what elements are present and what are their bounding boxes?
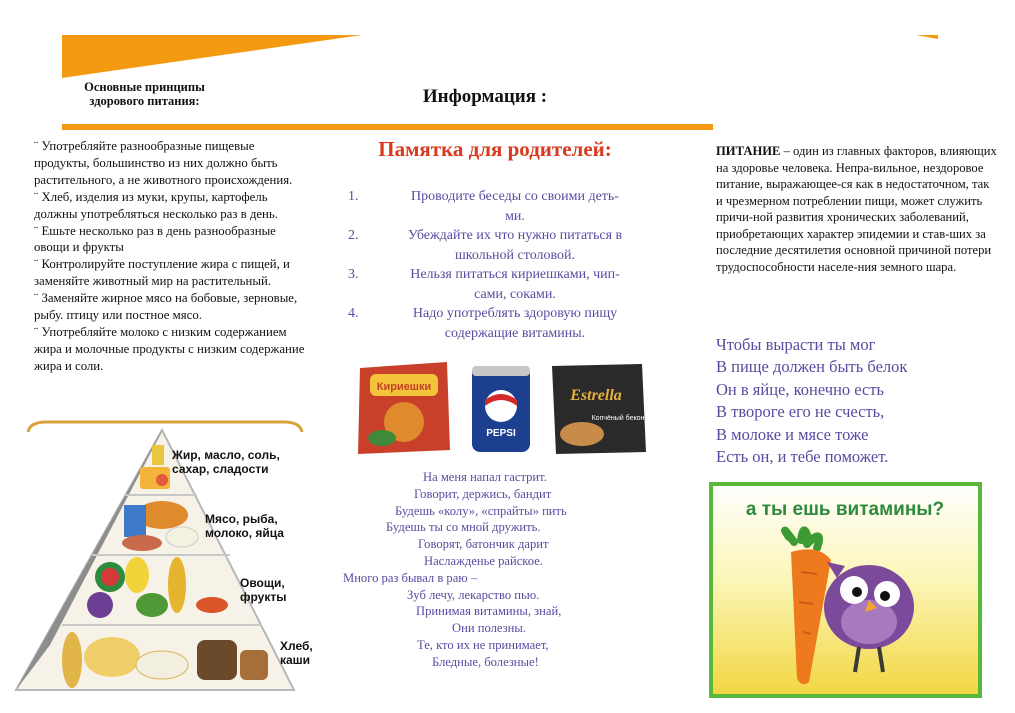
memo-item: 4. Надо употреблять здоровую пищу содержащие витамины. [348,306,618,341]
pyramid-level-fats: Жир, масло, соль, сахар, сладости [172,448,280,476]
pyramid-level-protein: Мясо, рыба, молоко, яйца [205,512,284,540]
poem-line: Зуб лечу, лекарство пью. [407,587,540,602]
header-orange-wedge [62,35,362,78]
poem [340,469,655,671]
poem-line: Говорит, держись, бандит [414,486,552,501]
page-title: Информация : [422,86,548,107]
poem-line: Будешь ты со мной дружить. [386,520,541,535]
principle-item: ¨ Ешьте несколько раз в день разнообразные овощи и фрукты [34,223,276,255]
snack-brand-label: Кириешки [376,381,432,393]
poem-line: Наслажденье райское. [424,553,543,568]
junk-food-products [352,360,652,456]
verse-line: Он в яйце, конечно есть [716,379,885,399]
poem-line: На меня напал гастрит. [423,470,547,484]
nutrition-text: – один из главных факторов, влияющих на здоровье человека. Непра-вильное, нездоровое питание, выражающее-ся как в недостаточном, так и чрезмерном потреблении пищи, может служить причи-ной развития хронических заболеваний, приобретающих характер эпидемии и став-ших за последние десятилетия основной причиной потери трудоспособности населе-ния земного шара. [716,144,997,274]
poem-line: Те, кто их не принимает, [417,637,549,652]
principles-list [34,138,306,375]
verse-line: Чтобы вырасти ты мог [716,335,876,354]
vitamin-card [709,482,982,698]
header-underline [62,124,713,130]
poem-line: Много раз бывал в раю – [343,570,478,585]
soda-can-image [472,366,530,452]
principle-item: ¨ Употребляйте молоко с низким содержанием жира и молочные продукты с низким содержание жира и соли. [34,324,305,373]
memo-item: 2. Убеждайте их что нужно питаться в школьной столовой. [348,228,623,263]
poem-line: Они полезны. [452,621,526,636]
memo-list [340,187,650,343]
verse-line: В твороге его не счесть, [716,402,885,422]
chips-sub-label: Копчёный бекон [591,415,645,422]
poem-line: Будешь «колу», «спрайты» пить [395,503,567,518]
poem-line: Бледные, болезные! [432,654,539,669]
memo-item: 3. Нельзя питаться кириешками, чип- сами, соками. [348,267,620,302]
nutrition-paragraph [716,143,998,275]
section-title-principles: Основные принципы здорового питания: [84,80,205,108]
memo-item: 1. Проводите беседы со своими деть- ми. [348,189,619,224]
verse-line: Есть он, и тебе поможет. [716,447,889,467]
soda-brand-label: PEPSI [486,428,516,439]
nutrition-lead: ПИТАНИЕ [716,144,781,158]
memo-title: Памятка для родителей: [378,137,612,161]
vitamin-card-caption: а ты ешь витамины? [745,499,945,520]
pyramid-level-vegetables: Овощи, фрукты [240,576,287,604]
poem-line: Принимая витамины, знай, [416,604,562,619]
principle-item: ¨ Употребляйте разнообразные пищевые продукты, большинство из них должно быть растительного, а не животного происхождения. [34,139,293,187]
chips-bag-image [552,364,646,454]
pyramid-level-grains: Хлеб, каши [280,639,313,667]
verse-line: В пище должен быть белок [716,357,908,377]
principle-item: ¨ Заменяйте жирное мясо на бобовые, зерновые, рыбу. птицу или постное мясо. [34,291,298,323]
poem-line: Говорят, батончик дарит [418,537,549,552]
chips-brand-label: Estrella [570,387,622,404]
snack-bag-image [358,362,450,454]
verse [716,334,996,468]
verse-line: В молоке и мясе тоже [716,424,869,444]
food-pyramid [12,425,312,695]
header-corner-accent [916,35,938,39]
principle-item: ¨ Контролируйте поступление жира с пищей, и заменяйте животный мир на растительный. [34,257,290,289]
principle-item: ¨ Хлеб, изделия из муки, крупы, картофель должны употребляться несколько раз в день. [34,189,278,221]
